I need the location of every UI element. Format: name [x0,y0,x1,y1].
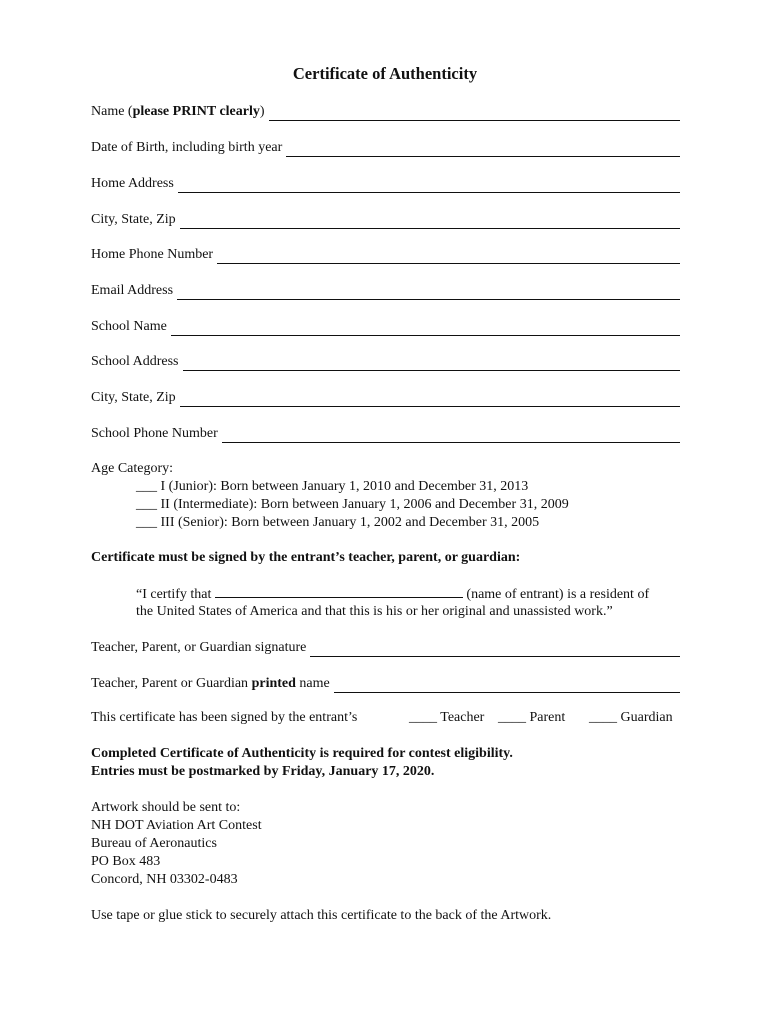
name-field[interactable] [91,103,680,121]
signature-heading: Certificate must be signed by the entrant’s teacher, parent, or guardian: [91,550,521,565]
home-address-label: Home Address [91,176,174,191]
school-name-input-line[interactable] [171,321,680,336]
school-address-label: School Address [91,354,179,369]
eligibility-notice: Completed Certificate of Authenticity is required for contest eligibility. [91,746,513,761]
name-label-post: ) [259,104,265,119]
school-phone-label: School Phone Number [91,426,218,441]
name-input-line[interactable] [269,106,680,121]
age-option-senior[interactable] [136,514,539,532]
home-phone-label: Home Phone Number [91,247,214,262]
address-line: Concord, NH 03302-0483 [91,872,238,887]
certify-line-1 [136,585,649,604]
name-label-bold: please PRINT clearly [132,104,260,119]
postmark-deadline: Entries must be postmarked by Friday, January 17, 2020. [91,764,435,779]
email-input-line[interactable] [177,285,680,300]
school-name-label: School Name [91,319,167,334]
signed-by-guardian-option[interactable]: ____ Guardian [589,710,673,725]
age-option-blank[interactable]: ___ [136,497,157,512]
dob-label: Date of Birth, including birth year [91,140,283,155]
school-phone-field[interactable] [91,425,680,443]
printed-name-label-bold: printed [251,676,296,691]
school-city-state-zip-input-line[interactable] [180,392,680,407]
school-address-input-line[interactable] [183,356,681,371]
age-option-label: III (Senior): Born between January 1, 2002 and December 31, 2005 [160,515,540,530]
school-phone-input-line[interactable] [222,428,680,443]
mailing-intro: Artwork should be sent to: [91,800,241,815]
printed-name-label-post: name [295,676,330,691]
printed-name-field[interactable] [91,675,680,693]
attach-instructions: Use tape or glue stick to securely attach this certificate to the back of the Artwork. [91,908,552,923]
age-option-junior[interactable] [136,478,528,496]
entrant-name-blank[interactable] [215,585,463,598]
printed-name-input-line[interactable] [334,678,680,693]
city-state-zip-input-line[interactable] [180,214,680,229]
age-option-label: I (Junior): Born between January 1, 2010 and December 31, 2013 [160,479,529,494]
signature-label: Teacher, Parent, or Guardian signature [91,640,307,655]
signed-by-row [91,709,680,727]
signature-field[interactable] [91,639,680,657]
email-label: Email Address [91,283,174,298]
name-label-pre: Name ( [91,104,133,119]
printed-name-label [91,675,330,693]
school-address-field[interactable] [91,353,680,371]
address-line: NH DOT Aviation Art Contest [91,818,262,833]
age-option-blank[interactable]: ___ [136,479,157,494]
home-address-input-line[interactable] [178,178,680,193]
page-title: Certificate of Authenticity [292,64,478,83]
age-category-heading: Age Category: [91,461,174,476]
age-option-label: II (Intermediate): Born between January 1, 2006 and December 31, 2009 [160,497,569,512]
home-phone-field[interactable] [91,246,680,264]
printed-name-label-pre: Teacher, Parent or Guardian [91,676,252,691]
city-state-zip-label: City, State, Zip [91,212,176,227]
age-option-intermediate[interactable] [136,496,569,514]
school-name-field[interactable] [91,318,680,336]
age-option-blank[interactable]: ___ [136,515,157,530]
address-line: PO Box 483 [91,854,161,869]
school-city-state-zip-label: City, State, Zip [91,390,176,405]
name-label [91,103,265,121]
certify-post: (name of entrant) is a resident of [466,587,650,602]
signed-by-teacher-option[interactable]: ____ Teacher [409,710,485,725]
home-address-field[interactable] [91,175,680,193]
city-state-zip-field[interactable] [91,211,680,229]
email-field[interactable] [91,282,680,300]
signed-by-text: This certificate has been signed by the entrant’s [91,710,358,725]
home-phone-input-line[interactable] [217,249,680,264]
certify-line-2: the United States of America and that this is his or her original and unassisted work.” [136,604,613,619]
school-city-state-zip-field[interactable] [91,389,680,407]
signature-input-line[interactable] [310,642,680,657]
dob-field[interactable] [91,139,680,157]
signed-by-parent-option[interactable]: ____ Parent [498,710,566,725]
address-line: Bureau of Aeronautics [91,836,217,851]
certify-pre: “I certify that [136,587,212,602]
dob-input-line[interactable] [286,142,680,157]
